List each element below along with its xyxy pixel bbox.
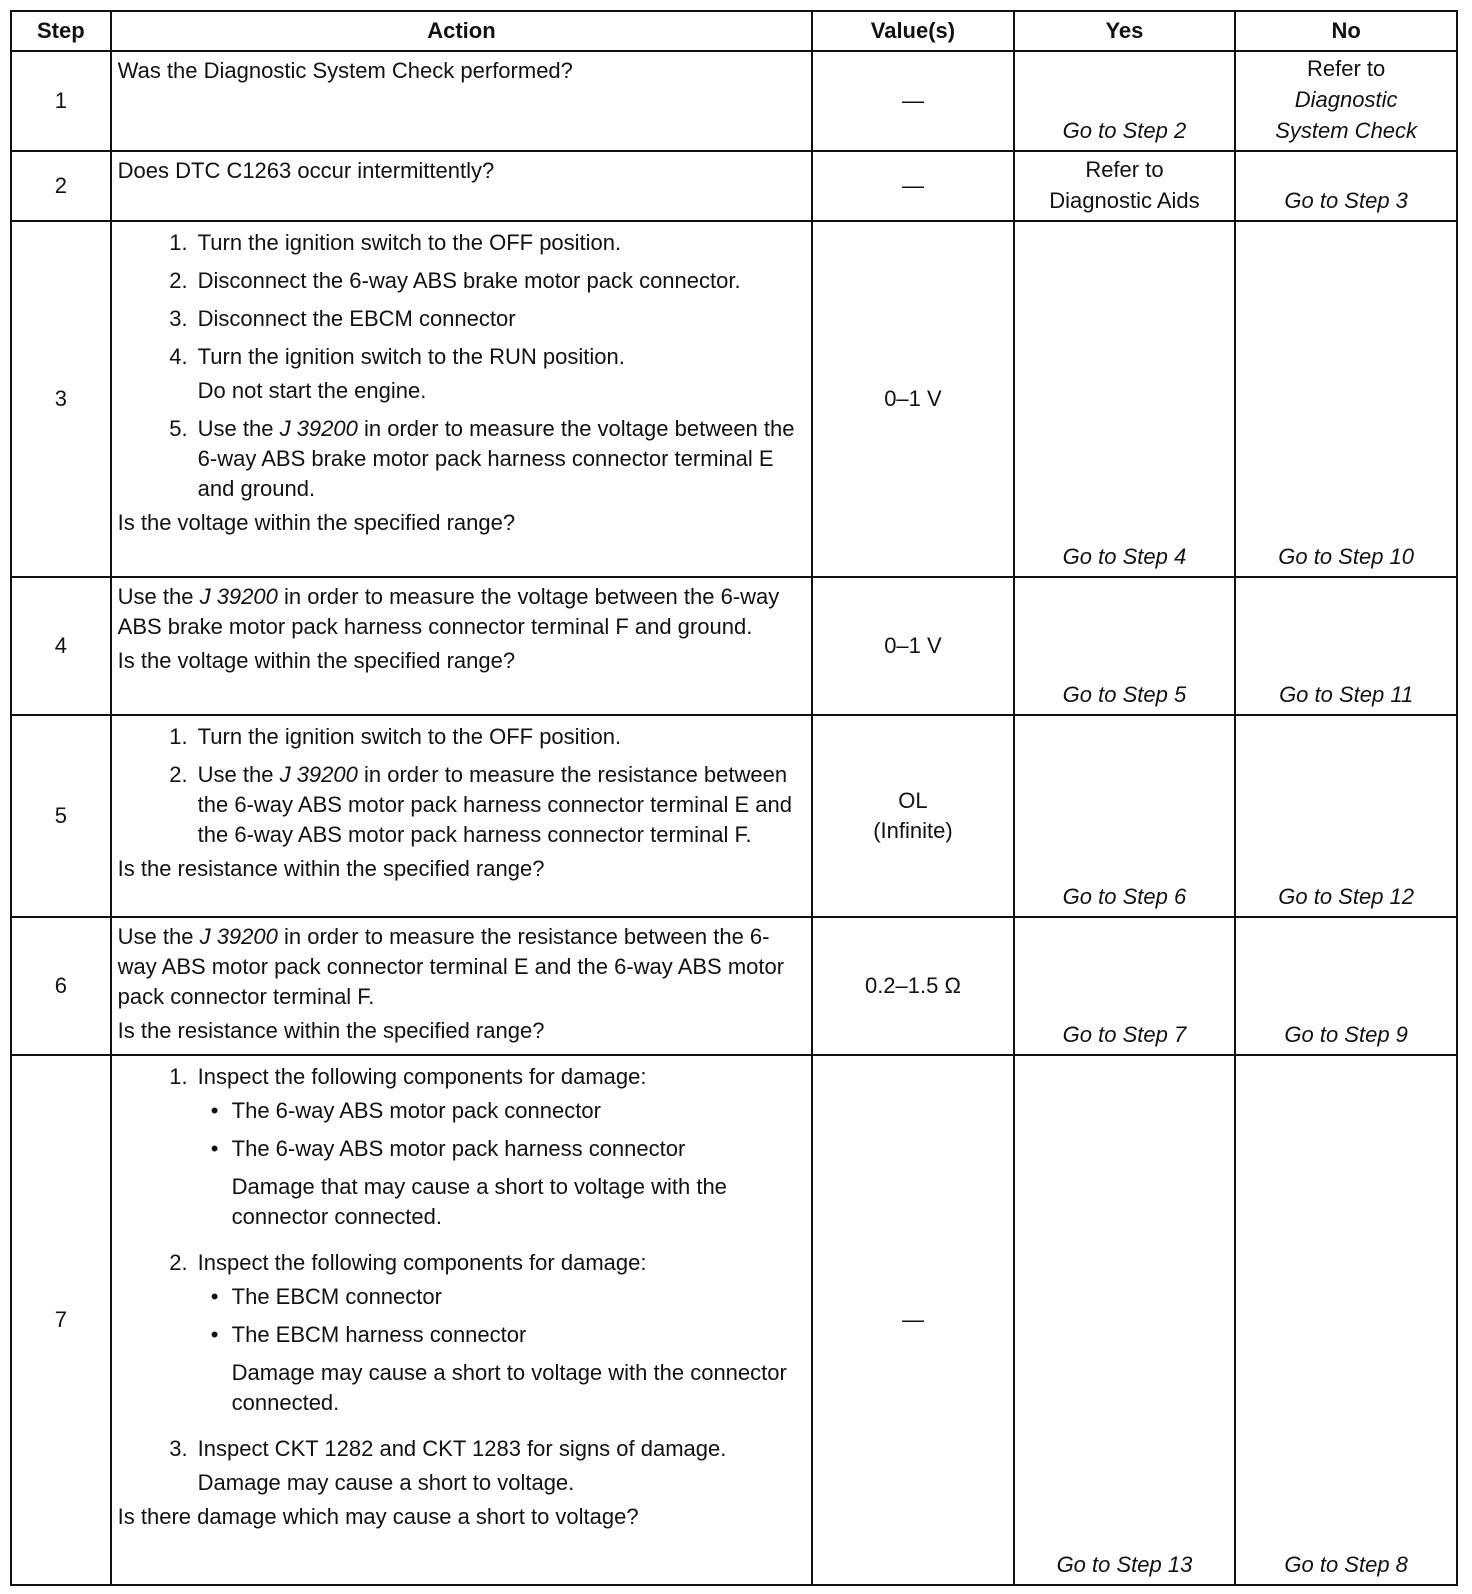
- step-number: 1: [11, 51, 111, 151]
- header-step: Step: [11, 11, 111, 51]
- yes-refer: Refer to: [1085, 157, 1164, 182]
- action-text: Use the J 39200 in order to measure the voltage between the 6-way ABS brake motor pack harness connector terminal F and ground.: [117, 584, 780, 639]
- list-item: 3. Disconnect the EBCM connector: [169, 306, 516, 331]
- yes-cell: [1014, 221, 1236, 577]
- list-item: 1. Turn the ignition switch to the OFF position.: [169, 724, 622, 749]
- yes-goto: Go to Step 2: [1062, 118, 1187, 143]
- action-steps: [118, 228, 806, 504]
- value-line: (Infinite): [873, 818, 953, 843]
- list-item: 5. Use the J 39200 in order to measure the voltage between the 6-way ABS brake motor pack harness connector terminal E and ground.: [169, 416, 795, 501]
- value-cell: 0.2–1.5 Ω: [812, 917, 1013, 1055]
- header-action: Action: [111, 11, 813, 51]
- bullet-item: • The 6-way ABS motor pack connector: [210, 1098, 601, 1123]
- no-goto: Go to Step 3: [1284, 188, 1408, 213]
- no-cell: [1235, 917, 1457, 1055]
- bullet-item: • The 6-way ABS motor pack harness connector: [210, 1136, 686, 1161]
- table-row: [11, 577, 1457, 715]
- action-cell: [111, 1055, 813, 1585]
- bullet-item: • The EBCM connector: [210, 1284, 442, 1309]
- value-line: OL: [898, 788, 928, 813]
- no-goto: Go to Step 12: [1278, 884, 1415, 909]
- action-question: Is the voltage within the specified range?: [117, 648, 516, 673]
- no-cell: [1235, 715, 1457, 917]
- yes-goto: Go to Step 13: [1056, 1552, 1193, 1577]
- no-goto: Go to Step 9: [1284, 1022, 1408, 1047]
- table-row: [11, 221, 1457, 577]
- yes-refer-target: Diagnostic Aids: [1049, 188, 1200, 213]
- no-refer-target: System Check: [1275, 118, 1418, 143]
- yes-goto: Go to Step 7: [1062, 1022, 1187, 1047]
- no-cell: [1235, 51, 1457, 151]
- note: Damage that may cause a short to voltage with the connector connected.: [231, 1174, 727, 1229]
- list-item: 2. Inspect the following components for damage: • The EBCM connector • The EBCM harness connector Damage may cause a short to voltage with the connector connected.: [118, 1248, 806, 1426]
- header-no: No: [1235, 11, 1457, 51]
- no-refer-target: Diagnostic: [1294, 87, 1398, 112]
- yes-cell: [1014, 577, 1236, 715]
- note: Damage may cause a short to voltage with the connector connected.: [231, 1360, 787, 1415]
- header-row: [11, 11, 1457, 51]
- step-number: 2: [11, 151, 111, 221]
- list-item: 3. Inspect CKT 1282 and CKT 1283 for signs of damage. Damage may cause a short to voltage.: [118, 1434, 806, 1498]
- action-cell: [111, 51, 813, 151]
- action-text: Use the J 39200 in order to measure the resistance between the 6-way ABS motor pack connector terminal E and the 6-way ABS motor pack connector terminal F.: [117, 924, 785, 1009]
- header-values: Value(s): [812, 11, 1013, 51]
- table-row: [11, 917, 1457, 1055]
- action-cell: [111, 577, 813, 715]
- action-steps: [118, 722, 806, 850]
- list-item: 4. Turn the ignition switch to the RUN position. Do not start the engine.: [118, 342, 806, 406]
- no-cell: [1235, 151, 1457, 221]
- action-question: Was the Diagnostic System Check performed?: [117, 58, 573, 83]
- no-cell: [1235, 1055, 1457, 1585]
- action-question: Is there damage which may cause a short to voltage?: [117, 1504, 639, 1529]
- table-row: [11, 51, 1457, 151]
- action-question: Is the resistance within the specified range?: [117, 1018, 545, 1043]
- action-cell: [111, 917, 813, 1055]
- action-steps: [118, 1062, 806, 1498]
- tool-ref: J 39200: [199, 584, 278, 609]
- table-row: [11, 715, 1457, 917]
- action-question: Does DTC C1263 occur intermittently?: [117, 158, 495, 183]
- no-goto: Go to Step 10: [1278, 544, 1415, 569]
- yes-cell: [1014, 151, 1236, 221]
- note: Do not start the engine.: [197, 378, 427, 403]
- step-number: 7: [11, 1055, 111, 1585]
- list-item: 2. Disconnect the 6-way ABS brake motor pack connector.: [169, 268, 741, 293]
- list-item: 1. Turn the ignition switch to the OFF position.: [169, 230, 622, 255]
- value-cell: —: [812, 1055, 1013, 1585]
- yes-cell: [1014, 917, 1236, 1055]
- action-question: Is the resistance within the specified range?: [117, 856, 545, 881]
- step-number: 6: [11, 917, 111, 1055]
- action-question: Is the voltage within the specified range?: [117, 510, 516, 535]
- no-refer: Refer to: [1307, 56, 1386, 81]
- bullet-item: • The EBCM harness connector: [210, 1322, 527, 1347]
- note: Damage may cause a short to voltage.: [197, 1470, 575, 1495]
- yes-cell: [1014, 1055, 1236, 1585]
- value-cell: 0–1 V: [812, 221, 1013, 577]
- tool-ref: J 39200: [279, 762, 358, 787]
- action-cell: [111, 151, 813, 221]
- yes-cell: [1014, 715, 1236, 917]
- yes-goto: Go to Step 6: [1062, 884, 1187, 909]
- step-number: 4: [11, 577, 111, 715]
- value-cell: —: [812, 151, 1013, 221]
- no-cell: [1235, 221, 1457, 577]
- action-cell: [111, 715, 813, 917]
- list-item: 1. Inspect the following components for damage: • The 6-way ABS motor pack connector • The 6-way ABS motor pack harness connector Damage that may cause a short to voltage with the connector connected.: [118, 1062, 806, 1240]
- table-row: [11, 151, 1457, 221]
- no-goto: Go to Step 8: [1284, 1552, 1408, 1577]
- diagnostic-table: [10, 10, 1458, 1586]
- tool-ref: J 39200: [279, 416, 358, 441]
- value-cell: —: [812, 51, 1013, 151]
- value-cell: [812, 715, 1013, 917]
- header-yes: Yes: [1014, 11, 1236, 51]
- step-number: 5: [11, 715, 111, 917]
- yes-cell: [1014, 51, 1236, 151]
- value-cell: 0–1 V: [812, 577, 1013, 715]
- table-row: [11, 1055, 1457, 1585]
- action-cell: [111, 221, 813, 577]
- tool-ref: J 39200: [199, 924, 278, 949]
- no-cell: [1235, 577, 1457, 715]
- list-item: 2. Use the J 39200 in order to measure the resistance between the 6-way ABS motor pack harness connector terminal E and the 6-way ABS motor pack harness connector terminal F.: [169, 762, 792, 847]
- yes-goto: Go to Step 4: [1062, 544, 1187, 569]
- yes-goto: Go to Step 5: [1062, 682, 1187, 707]
- no-goto: Go to Step 11: [1279, 682, 1414, 707]
- step-number: 3: [11, 221, 111, 577]
